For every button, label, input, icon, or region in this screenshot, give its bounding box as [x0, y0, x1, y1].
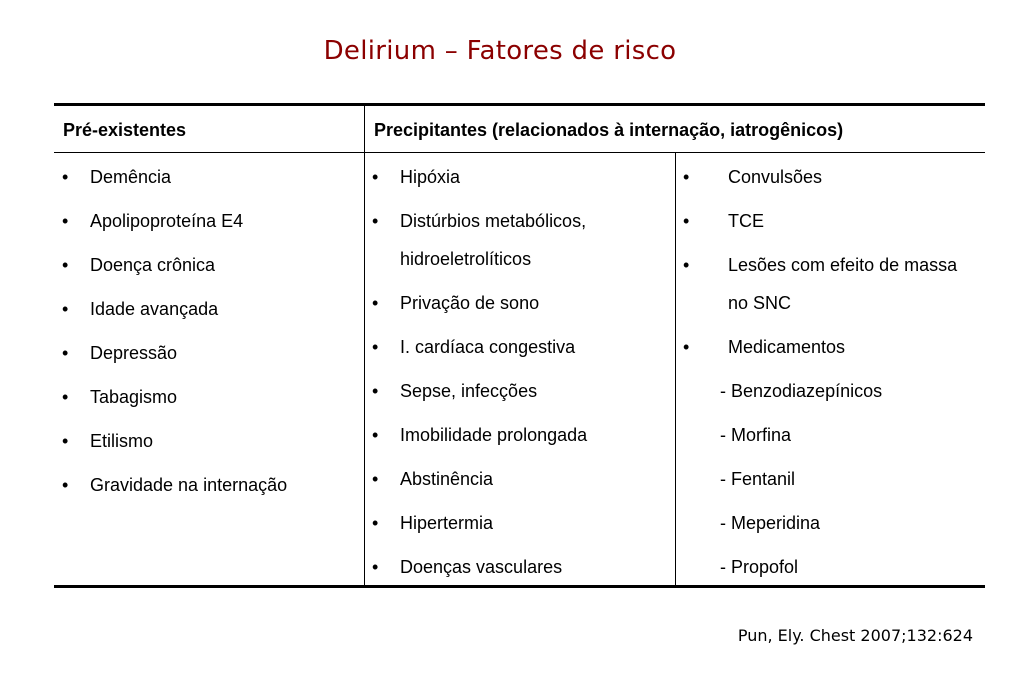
list-item-text: Sepse, infecções	[400, 381, 538, 401]
bullet: •	[62, 255, 69, 275]
list-item-text: Convulsões	[728, 167, 823, 187]
list-item	[372, 423, 672, 447]
list-item	[372, 467, 672, 491]
bullet: •	[372, 469, 379, 489]
medication-item: - Morfina	[720, 425, 792, 445]
list-item	[62, 165, 362, 189]
bullet: •	[372, 425, 379, 445]
list-item	[62, 473, 362, 497]
table-top-rule	[54, 103, 985, 106]
list-item-text: Tabagismo	[90, 387, 178, 407]
column-divider	[675, 153, 676, 585]
pre-existentes-list	[62, 165, 362, 517]
bullet: •	[62, 431, 69, 451]
list-item	[62, 429, 362, 453]
column-divider	[364, 106, 365, 585]
list-item	[372, 202, 672, 278]
medication-item: - Benzodiazepínicos	[720, 381, 883, 401]
list-item-text: Depressão	[90, 343, 178, 363]
list-item	[62, 253, 362, 277]
bullet: •	[62, 475, 69, 495]
medication-item: - Fentanil	[720, 469, 796, 489]
list-item	[62, 209, 362, 233]
table-header-rule	[54, 152, 985, 153]
list-item	[372, 555, 672, 579]
list-item	[372, 335, 672, 359]
bullet: •	[683, 211, 690, 231]
list-item-text: Demência	[90, 167, 172, 187]
list-item	[372, 511, 672, 535]
list-item-text: Privação de sono	[400, 293, 540, 313]
header-precipitantes: Precipitantes (relacionados à internação, iatrogênicos)	[374, 120, 844, 140]
list-item	[62, 297, 362, 321]
list-item-text: Imobilidade prolongada	[400, 425, 588, 445]
bullet: •	[683, 337, 690, 357]
list-item-text: Idade avançada	[90, 299, 219, 319]
bullet: •	[372, 167, 379, 187]
list-item	[62, 385, 362, 409]
bullet: •	[62, 211, 69, 231]
medication-item: - Meperidina	[720, 513, 821, 533]
bullet: •	[372, 513, 379, 533]
list-item	[683, 246, 983, 322]
list-item	[372, 379, 672, 403]
list-item	[683, 335, 983, 359]
header-pre-existentes: Pré-existentes	[63, 120, 187, 140]
list-item-text: Abstinência	[400, 469, 494, 489]
list-item	[683, 165, 983, 189]
bullet: •	[372, 293, 379, 313]
list-item-text: Gravidade na internação	[90, 475, 288, 495]
list-item-text: TCE	[728, 211, 764, 231]
bullet: •	[372, 557, 379, 577]
list-item	[372, 165, 672, 189]
citation: Pun, Ely. Chest 2007;132:624	[737, 626, 973, 645]
bullet: •	[683, 255, 690, 275]
list-item-text: I. cardíaca congestiva	[400, 337, 576, 357]
bullet: •	[683, 167, 690, 187]
list-item	[62, 341, 362, 365]
list-item-text: Medicamentos	[728, 337, 846, 357]
list-item-text: Hipertermia	[400, 513, 494, 533]
precipitantes-list-right	[683, 165, 983, 599]
list-item-text: Distúrbios metabólicos, hidroeletrolíticos	[400, 211, 587, 269]
medication-item: - Propofol	[720, 557, 799, 577]
list-item	[372, 291, 672, 315]
precipitantes-list-left	[372, 165, 672, 599]
bullet: •	[62, 299, 69, 319]
list-item-text: Hipóxia	[400, 167, 461, 187]
bullet: •	[62, 387, 69, 407]
bullet: •	[372, 381, 379, 401]
list-item-text: Apolipoproteína E4	[90, 211, 244, 231]
bullet: •	[62, 167, 69, 187]
list-item	[683, 209, 983, 233]
list-item-text: Etilismo	[90, 431, 154, 451]
bullet: •	[62, 343, 69, 363]
list-item-text: Doenças vasculares	[400, 557, 563, 577]
bullet: •	[372, 337, 379, 357]
bullet: •	[372, 211, 379, 231]
list-item-text: Lesões com efeito de massa no SNC	[728, 255, 958, 313]
page-title: Delirium – Fatores de risco	[323, 36, 677, 66]
list-item-text: Doença crônica	[90, 255, 216, 275]
